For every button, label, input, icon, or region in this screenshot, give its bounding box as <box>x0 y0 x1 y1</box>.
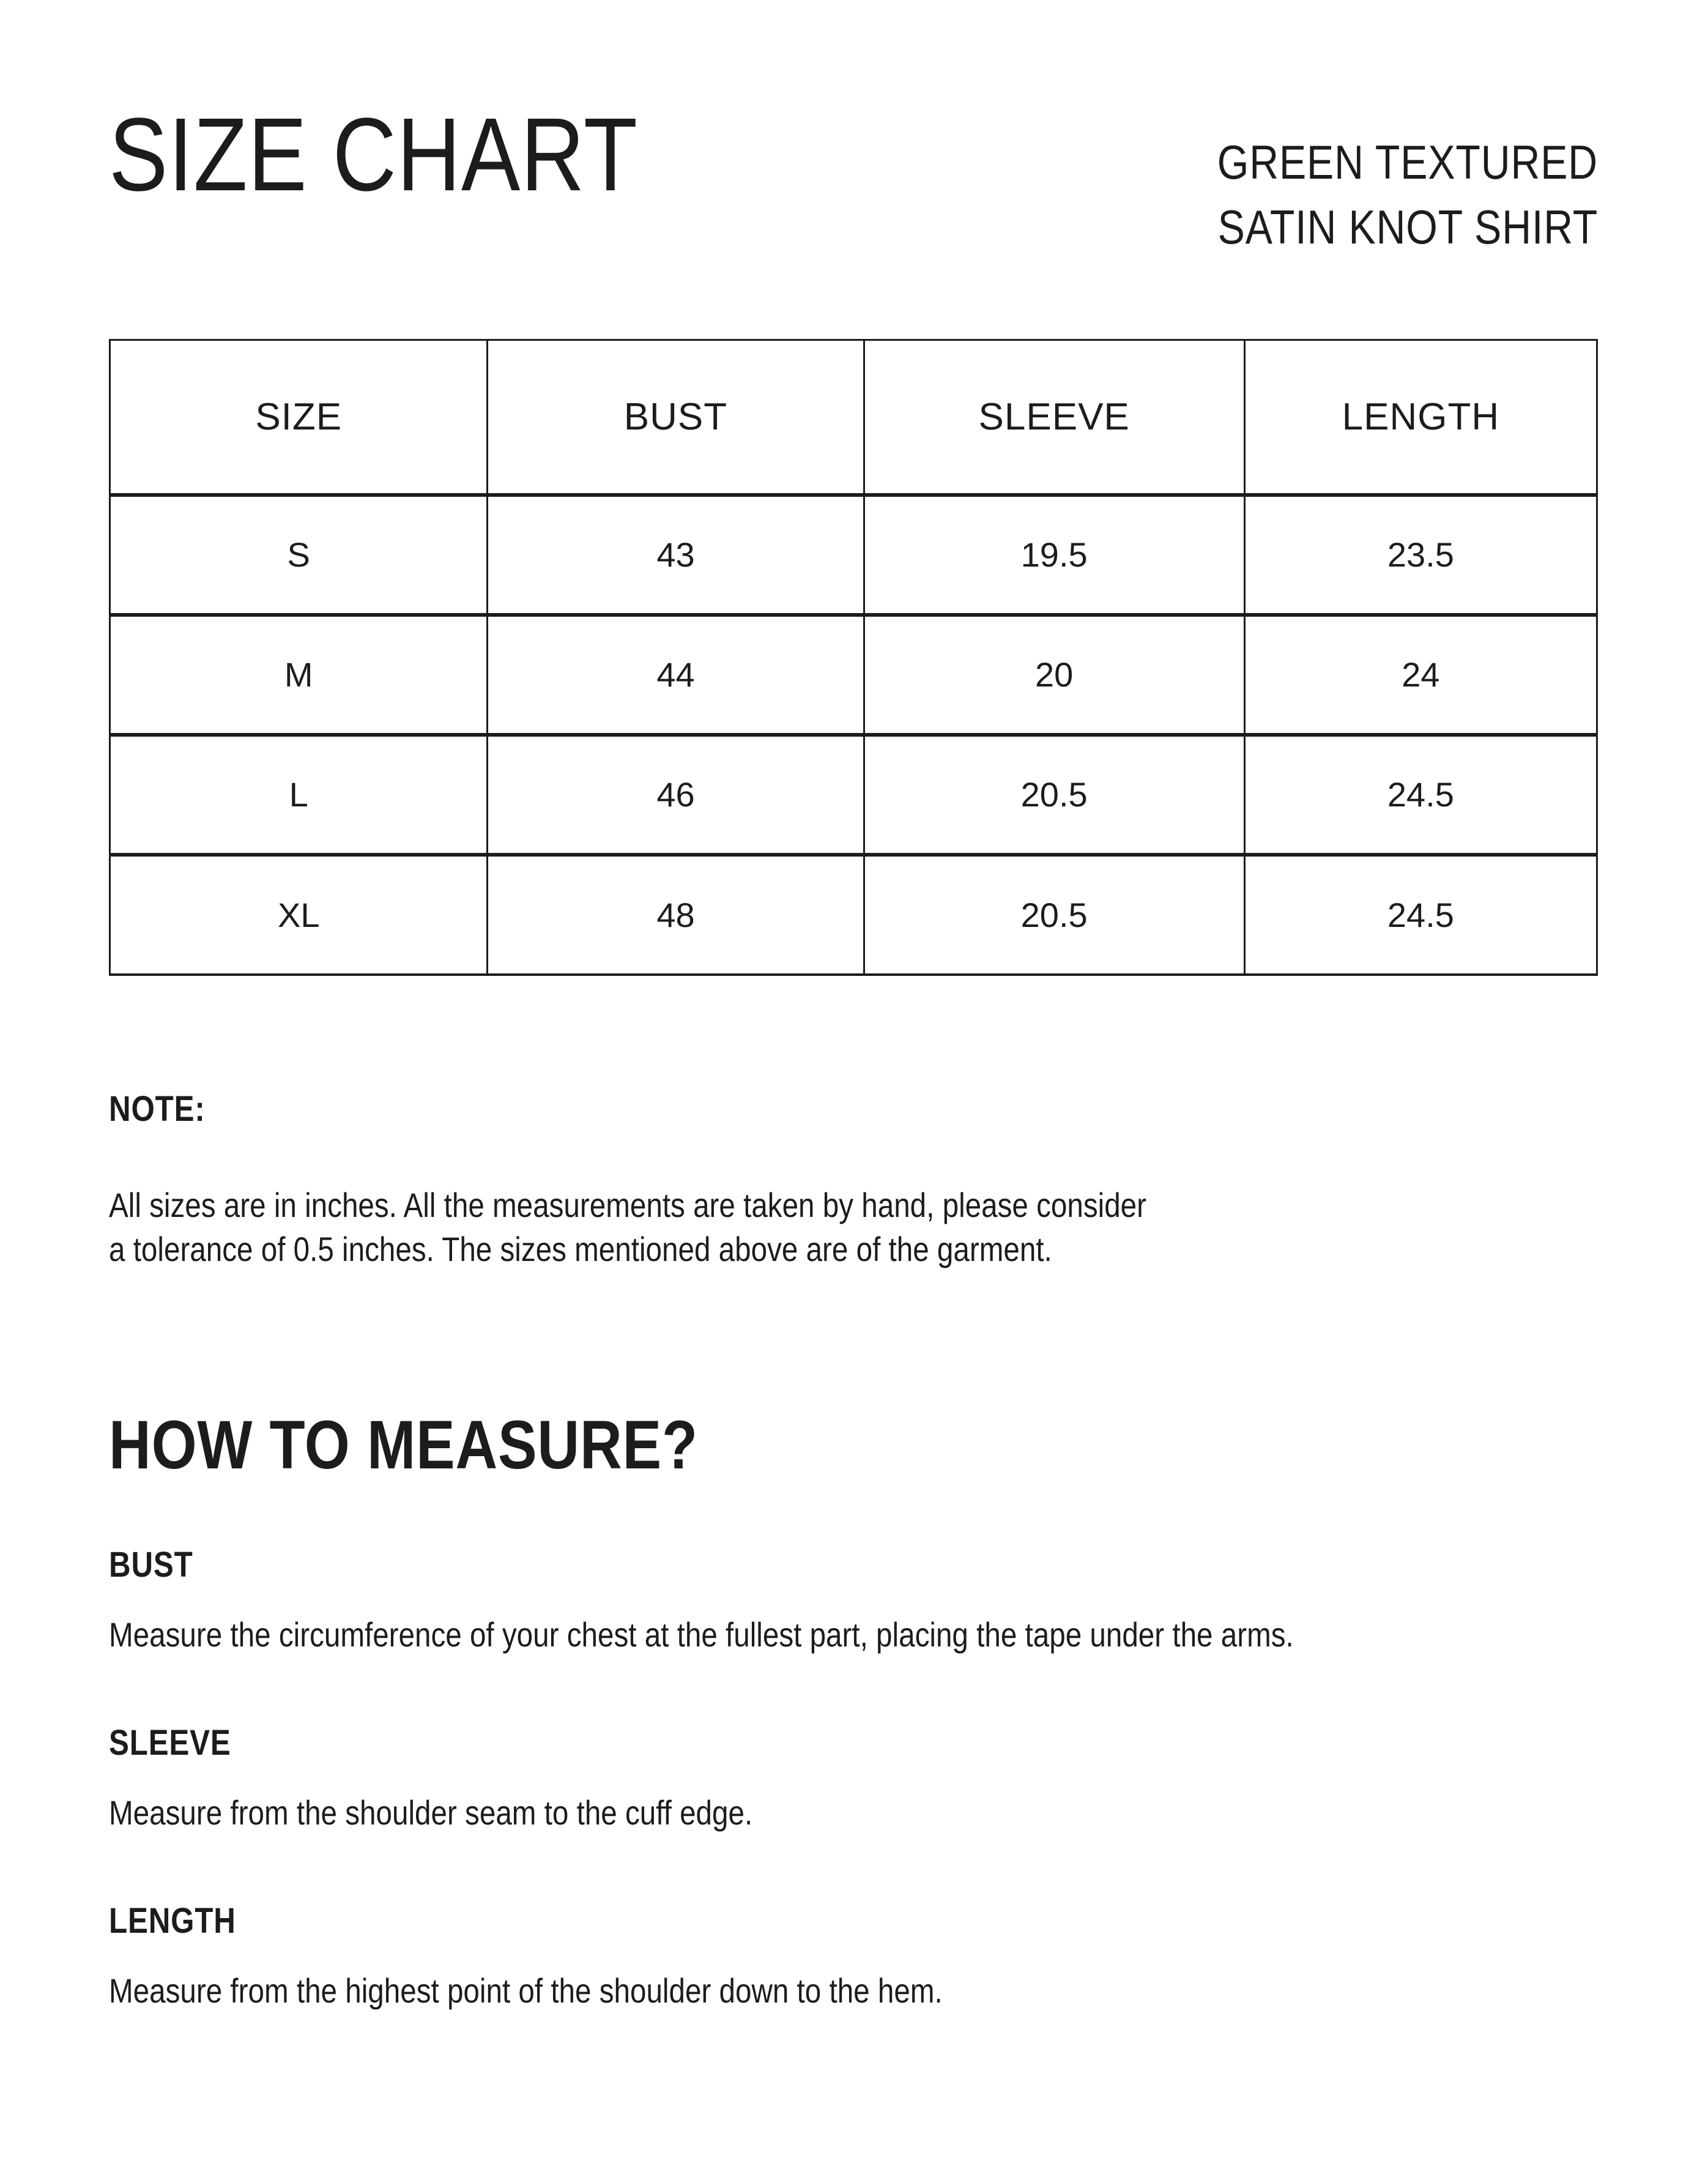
product-name-line-1: GREEN TEXTURED <box>1217 135 1598 189</box>
size-table <box>109 339 1598 976</box>
table-row-l <box>110 735 1597 855</box>
size-table-header-row <box>110 340 1597 495</box>
cell-length: 24 <box>1244 615 1597 735</box>
column-header-length: LENGTH <box>1244 340 1597 495</box>
cell-length: 24.5 <box>1244 855 1597 975</box>
measure-label-sleeve: SLEEVE <box>109 1722 231 1763</box>
note-line-1: All sizes are in inches. All the measurements are taken by hand, please consider <box>109 1185 1147 1224</box>
cell-size: S <box>110 495 488 615</box>
column-header-bust: BUST <box>488 340 864 495</box>
table-row-xl <box>110 855 1597 975</box>
cell-bust: 44 <box>488 615 864 735</box>
cell-length: 24.5 <box>1244 735 1597 855</box>
column-header-sleeve: SLEEVE <box>864 340 1244 495</box>
cell-bust: 48 <box>488 855 864 975</box>
cell-sleeve: 19.5 <box>864 495 1244 615</box>
cell-size: L <box>110 735 488 855</box>
cell-bust: 46 <box>488 735 864 855</box>
cell-sleeve: 20.5 <box>864 735 1244 855</box>
measure-section-length <box>109 1900 1598 2012</box>
measure-section-sleeve <box>109 1722 1598 1834</box>
table-row-s <box>110 495 1597 615</box>
product-name-line-2: SATIN KNOT SHIRT <box>1217 200 1598 255</box>
measure-desc-bust: Measure the circumference of your chest at the fullest part, placing the tape under the arms. <box>109 1615 1294 1654</box>
measure-desc-sleeve: Measure from the shoulder seam to the cuff edge. <box>109 1793 753 1832</box>
product-name <box>1150 103 1598 259</box>
how-to-measure-heading: HOW TO MEASURE? <box>109 1406 698 1483</box>
cell-bust: 43 <box>488 495 864 615</box>
cell-size: M <box>110 615 488 735</box>
page-header <box>109 97 1598 259</box>
cell-sleeve: 20 <box>864 615 1244 735</box>
page-title <box>109 97 732 213</box>
note-body <box>109 1183 1598 1271</box>
cell-length: 23.5 <box>1244 495 1597 615</box>
note-line-2: a tolerance of 0.5 inches. The sizes mentioned above are of the garment. <box>109 1229 1052 1268</box>
cell-sleeve: 20.5 <box>864 855 1244 975</box>
page-title-text: SIZE CHART <box>109 97 638 213</box>
measure-section-bust <box>109 1544 1598 1656</box>
measure-label-length: LENGTH <box>109 1900 236 1941</box>
table-row-m <box>110 615 1597 735</box>
cell-size: XL <box>110 855 488 975</box>
measure-desc-length: Measure from the highest point of the shoulder down to the hem. <box>109 1971 943 2010</box>
measure-label-bust: BUST <box>109 1544 193 1585</box>
note-heading: NOTE: <box>109 1088 206 1129</box>
column-header-size: SIZE <box>110 340 488 495</box>
